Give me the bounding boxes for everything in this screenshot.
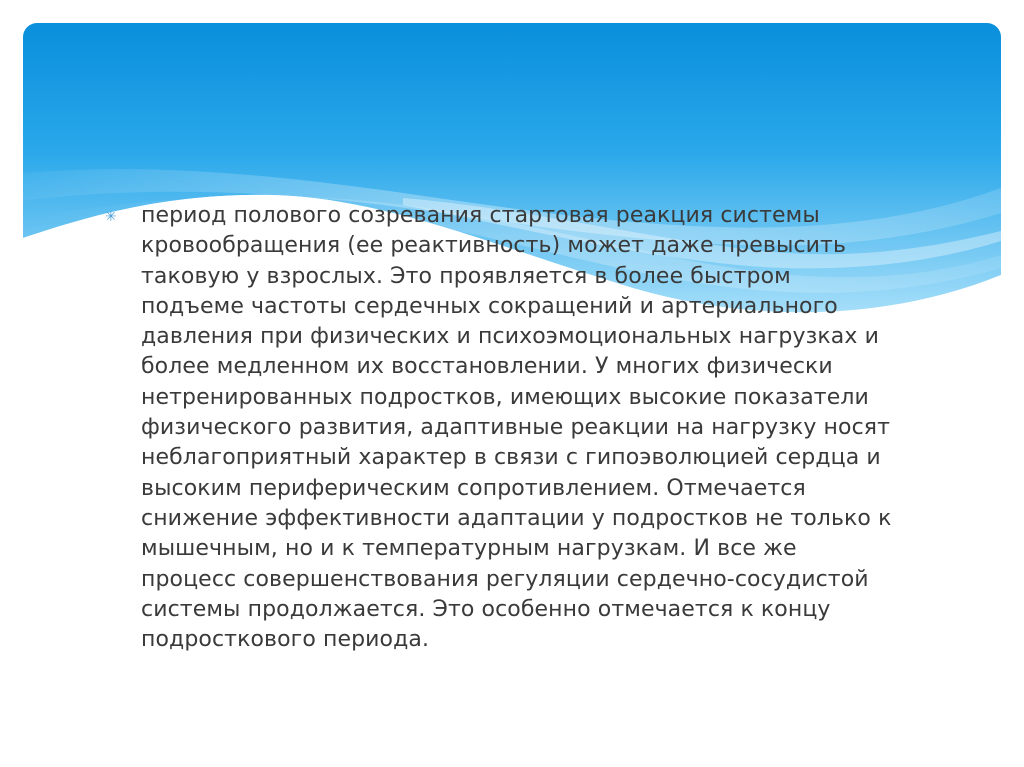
text-line: более медленном их восстановлении. У многих физически <box>141 354 833 380</box>
slide-body <box>105 201 925 655</box>
text-line: мышечным, но и к температурным нагрузкам. И все же <box>141 536 797 562</box>
bullet-item <box>105 201 925 655</box>
text-line: кровообращения (ее реактивность) может даже превысить <box>141 233 847 259</box>
text-line: давления при физических и психоэмоциональных нагрузках и <box>141 324 879 350</box>
text-line: физического развития, адаптивные реакции на нагрузку носят <box>141 415 891 441</box>
slide <box>23 23 1001 767</box>
text-line: подросткового периода. <box>141 627 430 653</box>
text-line: системы продолжается. Это особенно отмечается к концу <box>141 596 831 622</box>
asterisk-bullet-icon: ✳ <box>105 209 117 225</box>
text-line: период полового созревания стартовая реакция системы <box>141 203 820 228</box>
text-line: высоким периферическим сопротивлением. Отмечается <box>141 475 806 501</box>
text-line: подъеме частоты сердечных сокращений и артериального <box>141 293 838 319</box>
bullet-text <box>141 201 891 655</box>
text-line: процесс совершенствования регуляции сердечно-сосудистой <box>141 566 869 592</box>
text-line: снижение эффективности адаптации у подростков не только к <box>141 505 892 531</box>
text-line: таковую у взрослых. Это проявляется в более быстром <box>141 263 791 289</box>
text-line: нетренированных подростков, имеющих высокие показатели <box>141 384 869 410</box>
text-line: неблагоприятный характер в связи с гипоэволюцией сердца и <box>141 445 881 471</box>
